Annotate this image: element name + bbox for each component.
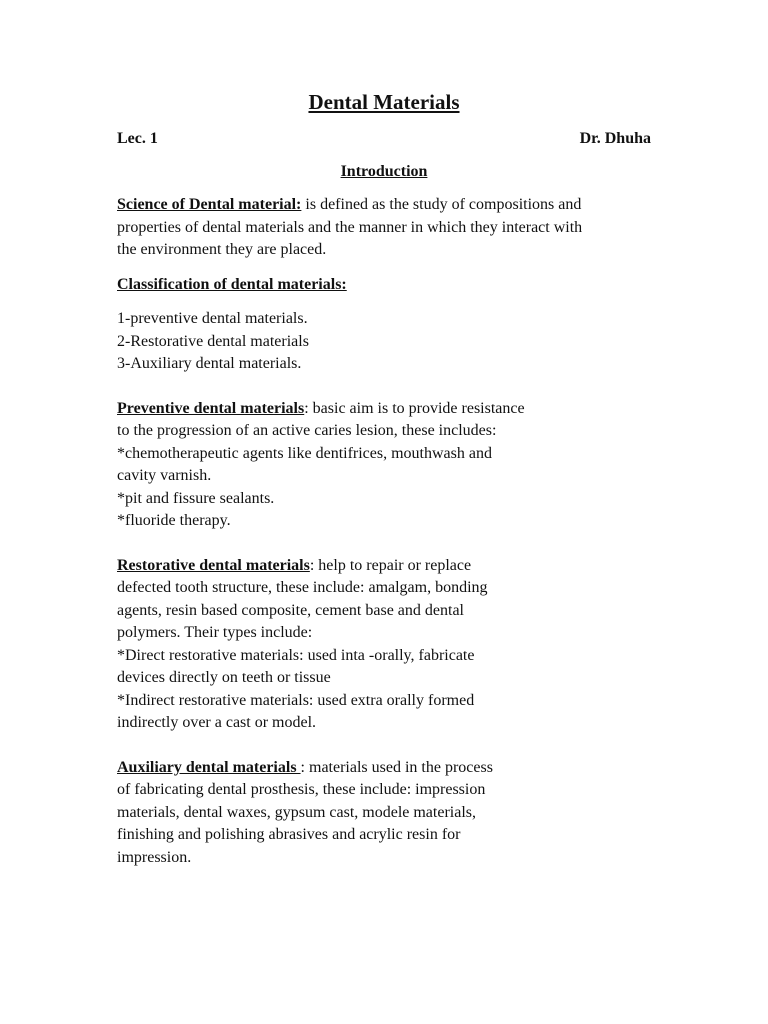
preventive-line: cavity varnish.	[117, 467, 212, 484]
lecture-info-row	[117, 128, 651, 150]
preventive-line: *fluoride therapy.	[117, 512, 231, 529]
restorative-line: agents, resin based composite, cement base and dental	[117, 601, 464, 619]
auxiliary-paragraph	[117, 757, 579, 870]
auxiliary-line: of fabricating dental prosthesis, these include: impression	[117, 781, 486, 798]
restorative-line: devices directly on teeth or tissue	[117, 669, 331, 686]
science-definition-paragraph	[117, 194, 651, 262]
preventive-line: *chemotherapeutic agents like dentifrices, mouthwash and	[117, 444, 492, 462]
science-line-1	[117, 194, 651, 217]
restorative-line: *Direct restorative materials: used inta -orally, fabricate	[117, 646, 475, 664]
classification-heading-paragraph	[117, 274, 651, 297]
auxiliary-line-1	[117, 757, 579, 780]
preventive-text-1: : basic aim is to provide resistance	[304, 399, 525, 417]
restorative-line: defected tooth structure, these include: amalgam, bonding	[117, 579, 488, 596]
spacer	[117, 735, 651, 757]
classification-list	[117, 308, 651, 376]
classification-item: 2-Restorative dental materials	[117, 332, 309, 350]
science-text-1: is defined as the study of compositions and	[301, 196, 582, 213]
author-name: Dr. Dhuha	[579, 130, 651, 147]
preventive-line: to the progression of an active caries lesion, these includes:	[117, 422, 497, 439]
restorative-text-1: : help to repair or replace	[309, 556, 472, 574]
auxiliary-line: materials, dental waxes, gypsum cast, modele materials,	[117, 803, 476, 821]
classification-item: 1-preventive dental materials.	[117, 310, 308, 327]
restorative-line: polymers. Their types include:	[117, 624, 313, 641]
spacer	[117, 533, 651, 555]
auxiliary-line: impression.	[117, 848, 192, 866]
science-line-2: properties of dental materials and the manner in which they interact with	[117, 218, 583, 236]
auxiliary-text-1: : materials used in the process	[300, 758, 493, 776]
section-title-introduction: Introduction	[340, 163, 428, 180]
classification-heading: Classification of dental materials:	[117, 275, 347, 293]
science-line-3: the environment they are placed.	[117, 241, 327, 258]
restorative-heading: Restorative dental materials	[117, 556, 310, 574]
preventive-line: *pit and fissure sealants.	[117, 489, 275, 507]
restorative-line-1	[117, 555, 579, 578]
document-title: Dental Materials	[308, 90, 460, 114]
preventive-paragraph	[117, 398, 579, 533]
auxiliary-line: finishing and polishing abrasives and acrylic resin for	[117, 826, 461, 843]
preventive-line-1	[117, 398, 579, 421]
restorative-line: indirectly over a cast or model.	[117, 714, 317, 731]
lecture-number: Lec. 1	[117, 130, 158, 147]
spacer	[117, 376, 651, 398]
classification-item: 3-Auxiliary dental materials.	[117, 355, 302, 372]
restorative-line: *Indirect restorative materials: used extra orally formed	[117, 691, 475, 709]
restorative-paragraph	[117, 555, 579, 735]
auxiliary-heading: Auxiliary dental materials	[117, 758, 301, 776]
science-heading: Science of Dental material:	[117, 196, 302, 213]
document-page	[117, 88, 651, 869]
preventive-heading: Preventive dental materials	[117, 399, 305, 417]
